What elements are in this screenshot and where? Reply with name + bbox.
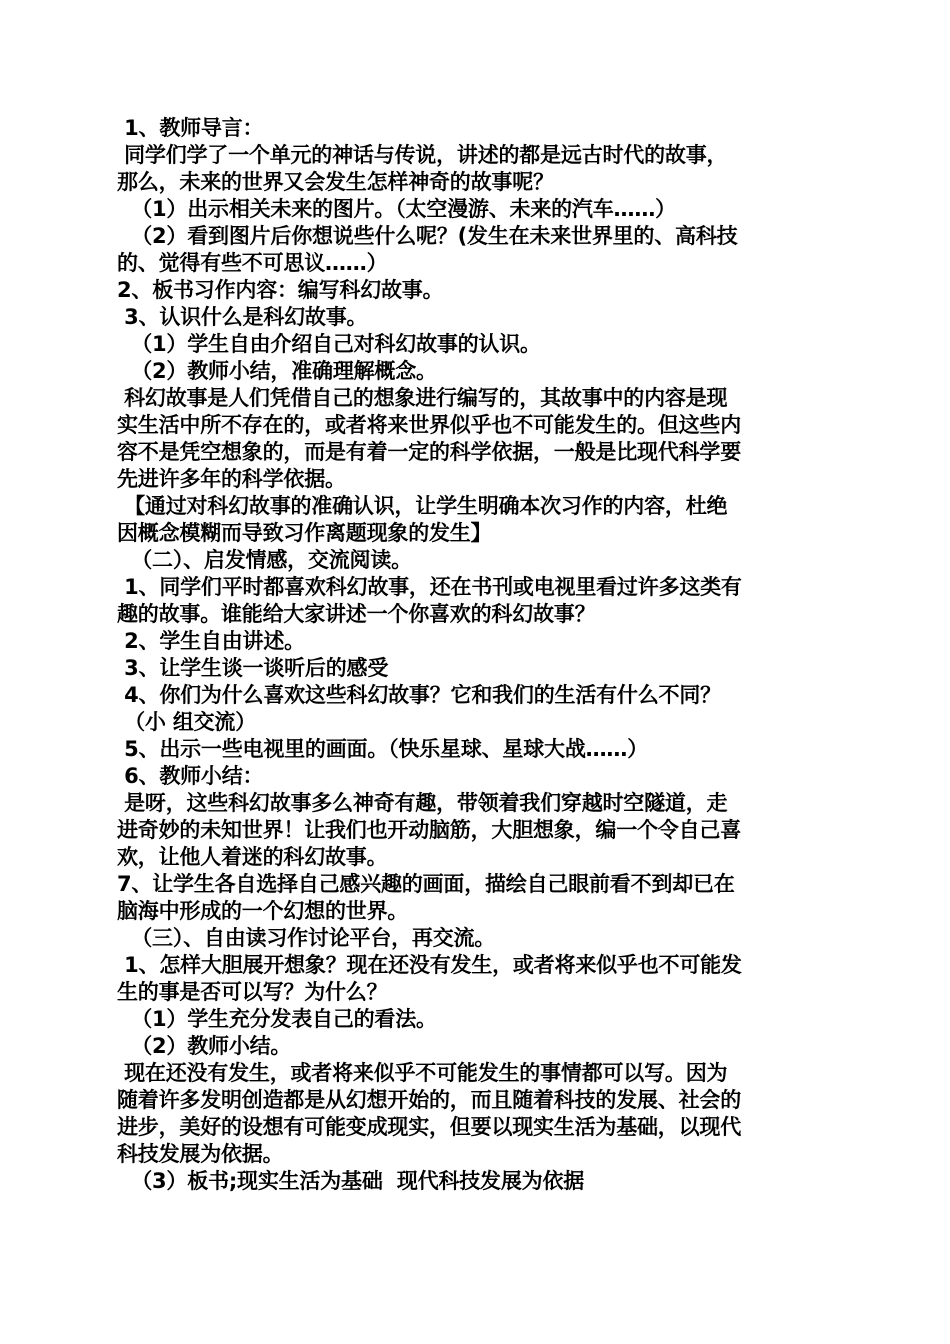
text-line: 进奇妙的未知世界！让我们也开动脑筋，大胆想象，编一个令自己喜 [117, 818, 741, 842]
text-line: 的、觉得有些不可思议……） [117, 251, 388, 275]
text-line: （2）看到图片后你想说些什么呢？(发生在未来世界里的、高科技 [117, 224, 738, 248]
text-line: 科技发展为依据。 [117, 1142, 284, 1166]
text-line: 实生活中所不存在的，或者将来世界似乎也不可能发生的。但这些内 [117, 413, 741, 437]
text-line: 3、让学生谈一谈听后的感受 [117, 656, 389, 680]
text-line: 欢，让他人着迷的科幻故事。 [117, 845, 388, 869]
text-line: 【通过对科幻故事的准确认识，让学生明确本次习作的内容，杜绝 [117, 494, 728, 518]
text-line: 容不是凭空想象的，而是有着一定的科学依据，一般是比现代科学要 [117, 440, 741, 464]
text-line: 生的事是否可以写？为什么？ [117, 980, 388, 1004]
text-line: 先进许多年的科学依据。 [117, 467, 346, 491]
text-line: 5、出示一些电视里的画面。（快乐星球、星球大战……） [117, 737, 649, 761]
text-line: （1）学生充分发表自己的看法。 [117, 1007, 437, 1031]
text-line: 现在还没有发生，或者将来似乎不可能发生的事情都可以写。因为 [117, 1061, 728, 1085]
text-line: 因概念模糊而导致习作离题现象的发生】 [117, 521, 492, 545]
text-line: （3）板书;现实生活为基础 现代科技发展为依据 [117, 1169, 585, 1193]
text-line: 1、教师导言： [117, 116, 264, 140]
text-line: 4、你们为什么喜欢这些科幻故事？它和我们的生活有什么不同？ [117, 683, 721, 707]
text-line: （1）学生自由介绍自己对科幻故事的认识。 [117, 332, 541, 356]
text-line: 6、教师小结： [117, 764, 264, 788]
text-line: （2）教师小结。 [117, 1034, 292, 1058]
text-line: 2、学生自由讲述。 [117, 629, 305, 653]
text-line: 趣的故事。谁能给大家讲述一个你喜欢的科幻故事？ [117, 602, 596, 626]
text-line: 1、怎样大胆展开想象？现在还没有发生，或者将来似乎也不可能发 [117, 953, 742, 977]
text-line: （小 组交流） [117, 710, 257, 734]
text-line: 随着许多发明创造都是从幻想开始的，而且随着科技的发展、社会的 [117, 1088, 741, 1112]
text-line: 1、同学们平时都喜欢科幻故事，还在书刊或电视里看过许多这类有 [117, 575, 742, 599]
text-line: 2、板书习作内容：编写科幻故事。 [117, 278, 444, 302]
text-line: 是呀，这些科幻故事多么神奇有趣，带领着我们穿越时空隧道，走 [117, 791, 728, 815]
document-body [117, 115, 837, 1195]
text-line: （2）教师小结，准确理解概念。 [117, 359, 437, 383]
text-line: 科幻故事是人们凭借自己的想象进行编写的，其故事中的内容是现 [117, 386, 728, 410]
text-line: 3、认识什么是科幻故事。 [117, 305, 368, 329]
text-line: （三）、自由读习作讨论平台，再交流。 [117, 926, 496, 950]
text-line: 进步，美好的设想有可能变成现实，但要以现实生活为基础，以现代 [117, 1115, 741, 1139]
text-line: （二）、启发情感，交流阅读。 [117, 548, 412, 572]
text-line: （1）出示相关未来的图片。（太空漫游、未来的汽车……） [117, 197, 676, 221]
text-line: 脑海中形成的一个幻想的世界。 [117, 899, 409, 923]
text-line: 同学们学了一个单元的神话与传说，讲述的都是远古时代的故事， [117, 143, 728, 167]
text-line: 7、让学生各自选择自己感兴趣的画面，描绘自己眼前看不到却已在 [117, 872, 735, 896]
text-line: 那么，未来的世界又会发生怎样神奇的故事呢？ [117, 170, 554, 194]
